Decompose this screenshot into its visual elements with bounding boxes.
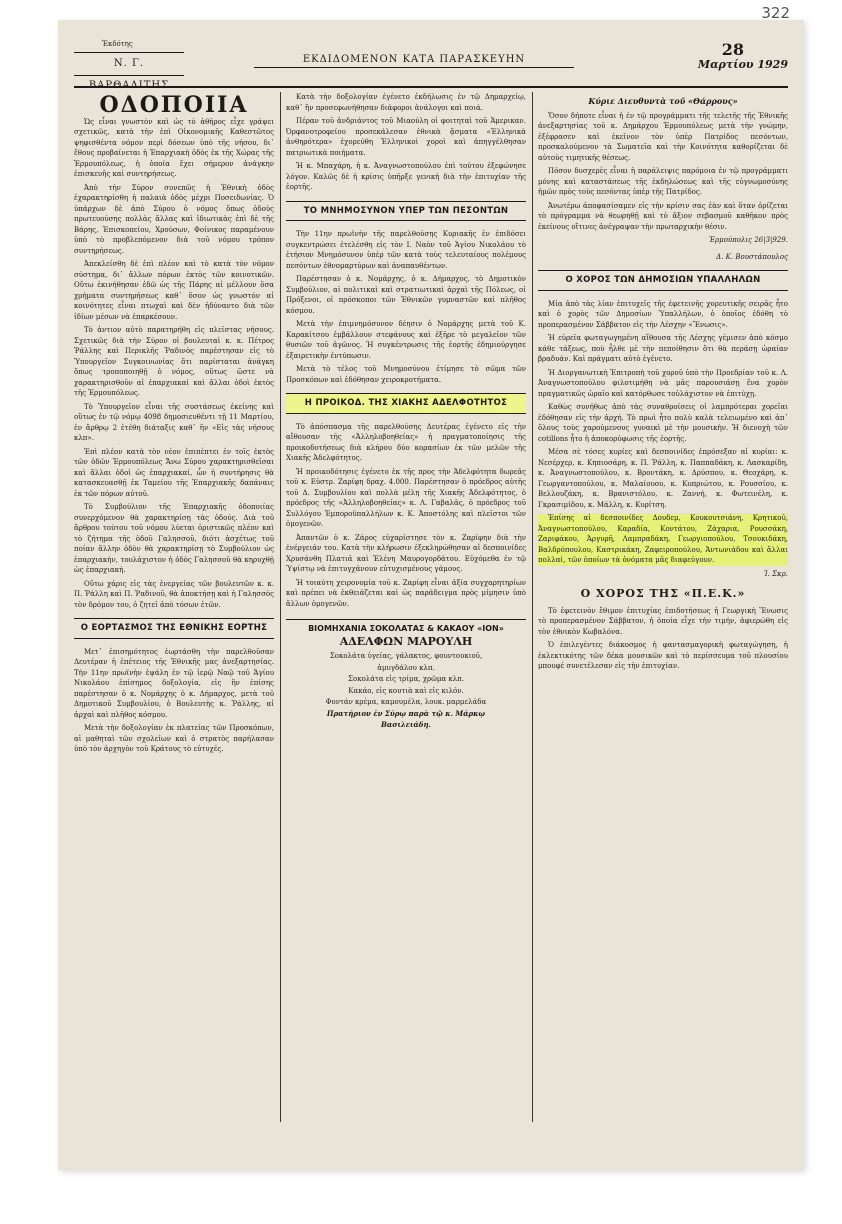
newspaper-page xyxy=(58,4,804,1170)
paragraph: Ἀπὸ τὴν Σύρον συνεπῶς ἡ Ἐθνικὴ ὁδὸς ἐχαρακτηρίσθη ἡ παλαιὰ ὁδὸς μέχρι Ποσειδωνίας. Ὁ ὑπάρχων δὲ ἀπὸ Σύρου ὁ νόμος ὅπως ὁδοὺς πρωτευούσης πολλὰς ἄλλας καὶ ἰδιωτικὰς ἐπὶ δὲ τῆς Βάρης, Ἐπισκοπείου, Χρούσων, Φοίνικος παραμένουν ὑπὸ τὸ προβλεπόμενον διὰ τοῦ νόμου τρόπον συντηρήσεως. xyxy=(74,183,274,255)
advertisement-line: Φοντάν κρέμα, καμουμέλα, λουκ. μαρμελάδα xyxy=(325,698,487,706)
paragraph: Τὸ ἀντιον αὐτὸ παρατηρήθη εἰς πλεῖστας νήσους. Σχετικῶς διὰ τὴν Σύρον οἱ βουλευταὶ κ. κ. Πέτρος Ῥάλλης καὶ Περικλῆς Ῥαδινὸς παρέστησαν εἰς τὸ Ὑπουργεῖον Συγκοινωνίας ὅτι παρίσταται ἀνάγκη ὅπως τροποποιηθῇ ὁ νόμος, οὕτως ὥστε νὰ χαρακτηρισθοῦν αἱ ἐπαρχιακαὶ καὶ ἄλλαι ὁδοὶ ἐκτὸς τῆς Ἑρμουπόλεως. xyxy=(74,326,274,397)
article-heading-national-holiday: Ο ΕΟΡΤΑΣΜΟΣ ΤΗΣ ΕΘΝΙΚΗΣ ΕΟΡΤΗΣ xyxy=(74,618,274,639)
paragraph: Μέσα σὲ τόσες κυρίες καὶ δεσποινίδες ἐπρόσεξαν αἱ κυρίαι: κ. Νεσέρχερ, κ. Κηπιοσάρη, κ. Π. Ῥάλλη, κ. Παππαδάκη, κ. Λασκαρίδη, κ. Ἀναγνωστοπούλου, κ. Βροντάκη, κ. Δρύσπου, κ. Θεοχάρη, κ. Γεωργαντοπούλου, κ. Μαλαίουου, κ. Κυπριώτου, κ. Ρουσσίου, κ. Βελλουζάκη, κ. Βρανιστόλου, κ. Ζαννή, κ. Φωτεινέλη, κ. Γκρασιμίδου, κ. Μάλλη, κ. Κυρίτση. xyxy=(538,448,788,509)
paragraph: Παρέστησαν ὁ κ. Νομάρχης, ὁ κ. Δήμαρχος, τὸ Δημοτικὸν Συμβούλιον, αἱ πολιτικαὶ καὶ στρατιωτικαὶ ἀρχαὶ τῆς Πόλεως, οἱ Πρόξενοι, οἱ πρόσκοποι τῶν Ἐθνικῶν γυμναστῶν καὶ πλῆθος κόσμου. xyxy=(286,275,526,315)
paragraph: Ἐπίσης αἱ δεσποινίδες Δουδεμ, Κουκουτσιάνη, Κρητικοῦ, Ἀναγνωστοπούλου, Καραδία, Κοντάτου, Ζάχαρια, Ρουσσάκη, Ζαριφάκου, Ἀργυρῆ, Λαμπραδάκη, Γεωργιοπούλου, Τσουκιδάκη, Βαλδρόπουλου, Καστρικάκη, Ζαφειροπούλου, Ἀντωνιάδου καὶ ἄλλαι πολλαί, τῶν ὁποίων τὰ ὀνόματα μᾶς διαφεύγουν. xyxy=(538,514,788,564)
column-divider xyxy=(280,92,281,1122)
publication-frequency: ΕΚΔΙΔΟΜΕΝΟΝ ΚΑΤΑ ΠΑΡΑΣΚΕΥΗΝ xyxy=(254,54,574,68)
letter-signature-place: Ἑρμούπολις 26|3|929. xyxy=(709,236,788,244)
advertisement-line: ἀμυγδάλου κλπ. xyxy=(377,663,435,672)
article-heading-memorial: ΤΟ ΜΝΗΜΟΣΥΝΟΝ ΥΠΕΡ ΤΩΝ ΠΕΣΟΝΤΩΝ xyxy=(286,201,526,222)
paragraph: Ἀπαντῶν ὁ κ. Ζάρος εὐχαρίστησε τὸν κ. Ζαρίφην διὰ τὴν ἐνέργειάν του. Κατὰ τὴν κλήρωσιν ἐξεκληρώθησαν αἱ δεσποινίδες Χρυσάνθη Πλατιᾶ καὶ Ἑλένη Μαυρογορδάτου. Εὐχόμεθα ἐν τῷ Ὑψίστῳ νὰ ἐπιτυγχάνουν εὐτυχισμένους γάμους. xyxy=(286,533,526,573)
letter-title: Κύριε Διευθυντὰ τοῦ «Θάρρους» xyxy=(588,96,738,106)
paragraph: Ὅσον δήποτε εἶναι ἡ ἐν τῷ προγράμματι τῆς τελετῆς τῆς Ἐθνικῆς ἀνεξαρτησίας τοῦ κ. Δημάρχου Ἑρμουπόλεως μετὰ τὴν γνώμην, ἐξέφρασεν καὶ ἐκεῖνον τὸν ὑπὲρ Πατρίδος πεσόντων, προσκαλούμενον τὰ Σωματεῖα καὶ τὴν Κοινότητα καθορίζεται δὲ αὐτοὺς τιμητικῆς θέσεως. xyxy=(538,111,788,162)
masthead xyxy=(74,40,788,91)
issue-day: 28 xyxy=(721,40,744,59)
issue-month-year: Μαρτίου 1929 xyxy=(697,58,788,71)
paragraph: Τὸ ἐφετεινὸν ἔθιμον ἐπιτυχίας ἐπιδοτήσεως ἡ Γεωργικὴ Ἕνωσις τὸ προπερασμένον Σάββατον, ἡ ὁποία εἶχε τὴν τιμήν, ἀφιερώθη εἰς τὸν ἐθνικὸν Κωβαλόνα. xyxy=(538,606,788,636)
paragraph: Ἡ κ. Μπαχάρη, ἡ κ. Ἀναγνωστοπούλου ἐπὶ τούτου ἐξεφώνησε λόγον. Καλῶς δὲ ἡ κρίσις ὑπῆρξε γενικὴ διὰ τὴν ἐπιτυχίαν τῆς ἑορτῆς. xyxy=(286,162,526,191)
column-divider xyxy=(532,92,533,1122)
paragraph: Μετὰ τὸ τέλος τοῦ Μνημοσύνου ἐτίμησε τὸ σῶμα τῶν Προσκόπων καὶ ἐδόθησαν χειροκροτήματα. xyxy=(286,365,526,384)
paragraph: Μετ᾽ ἐπισημότητος ἑωρτάσθη τὴν παρελθοῦσαν Δευτέραν ἡ ἐπέτειος τῆς Ἐθνικῆς μας ἀνεξαρτησίας. Τὴν 11ην πρωϊνὴν ἐψάλη ἐν τῷ ἱερῷ Ναῷ τοῦ Ἁγίου Νικολάου ἐπίσημος δοξολογία, εἰς ἣν ἐπίσης παρέστησαν ὁ κ. Νομάρχης ὁ κ. Δήμαρχος, μετὰ τοῦ Δημοτικοῦ Συμβουλίου, ὁ Βουλευτὴς κ. Ῥάλλης, αἱ ἀρχαὶ καὶ πλῆθος κόσμου. xyxy=(74,647,274,719)
advertisement-line: Κακάο, εἰς κουτιὰ καὶ εἰς κιλόν. xyxy=(348,686,464,695)
paragraph: Πέραν τοῦ ἀνδριάντος τοῦ Μιαούλη οἱ φοιτηταὶ τοῦ Ἀμερικαν. Ὀρφανοτροφείου προσεκάλεσαν ἐθνικὰ ᾄσματα «Ἑλληνικὰ ἀνθηρότερα» ἐχορεύθη Ἑλληνικοὶ χοροὶ καὶ ἀπηγγέλθησαν πατριωτικὰ ποιήματα. xyxy=(286,117,526,157)
advertisement-heading: ΒΙΟΜΗΧΑΝΙΑ ΣΟΚΟΛΑΤΑΣ & ΚΑΚΑΟΥ «ΙΟΝ» xyxy=(286,619,526,635)
masthead-rule xyxy=(74,86,788,88)
archive-number: 322 xyxy=(761,4,790,22)
article-heading-civil-servants-ball: Ο ΧΟΡΟΣ ΤΩΝ ΔΗΜΟΣΙΩΝ ΥΠΑΛΛΗΛΩΝ xyxy=(538,270,788,291)
paragraph: Τὸ ἀπόσπασμα τῆς παρελθούσης Δευτέρας ἐγένετο εἰς τὴν αἴθουσαν τῆς «Ἀλληλοβοηθείας» ἡ πραγματοποίησις τῆς προικοδοτήσεως διὰ κλήρου δύο κορασίων ἐκ τῶν μελῶν τῆς Χιακῆς Ἀδελφότητος. xyxy=(286,422,526,462)
paragraph: Κατὰ τὴν δοξολογίαν ἐγένετο ἐκδήλωσις ἐν τῷ Δημαρχείῳ, καθ᾽ ἣν προσεφωνήθησαν διάφοροι ἀνάλογοι καὶ ποιά. xyxy=(286,93,526,112)
advertisement-line: Σοκολάτα ὑγείας, γάλακτος, φουντουκιοῦ, xyxy=(329,652,483,660)
article-signature: Ἰ. Σκρ. xyxy=(764,569,788,578)
paragraph: Μετὰ τὴν δοξολογίαν ἐκ πλατείας τῶν Προσκόπων, αἱ μαθηταὶ τῶν σχολείων καὶ ὁ στρατὸς παρήλασαν ὑπὸ τὸν ἀρχηγὸν τοῦ Κράτους τὸ εὐτυχές. xyxy=(74,724,274,753)
paragraph: Ἡ προικοδότησις ἐγένετο ἐκ τῆς προς τὴν Ἀδελφότητα δωρεᾶς τοῦ κ. Εὐστρ. Ζαρίφη δραχ. 4.000. Παρέστησαν ὁ πρόεδρος αὐτῆς τοῦ Δ. Συμβουλίου καὶ πολλὰ μέλη τῆς Χιακῆς Ἀδελφότητος, ὁ πρόεδρος τῆς «Ἀλληλοβοηθείας» κ. Λ. Γαβαλᾶς, ὁ πρόεδρος τοῦ Συλλόγου Ἐμποροϋπαλλήλων κ. Κ. Ἀποστόλης καὶ πλεῖστοι τῶν ὁμογενῶν. xyxy=(286,467,526,528)
column-2 xyxy=(286,92,526,732)
letter-signature-name: Δ. Κ. Βουστάπουλος xyxy=(716,252,788,261)
paragraph: Ἀπεκλείσθη δὲ ἐπὶ πλέον καὶ τὸ κατὰ τὸν νόμον σύστημα, δι᾽ ἄλλων πόρων ἐκτὸς τῶν κοινοτικῶν. Οὕτω ἐκινήθησαν ἐδῶ ὡς τῆς Πάρης αἱ μέλλουν ὅσα χρήματα συντηρήσεως καθ᾽ ὅσον ὡς γνωστόν αἱ κοινότητες εἶναι πτωχαὶ καὶ δὲν ἠδύναντο διὰ τῶν ἰδίων μέσων νὰ ἐπαρκέσουν. xyxy=(74,260,274,321)
paragraph: Ἡ τοιαύτη χειρονομία τοῦ κ. Ζαρίφη εἶναι ἀξία συγχαρητηρίων καὶ πρέπει νὰ ἐκθειάζεται καὶ ὡς παράδειγμα πρὸς μίμησιν ὑπὸ ἄλλων ὁμογενῶν. xyxy=(286,578,526,608)
article-heading-dowry: Η ΠΡΟΙΚΟΔ. ΤΗΣ ΧΙΑΚΗΣ ΑΔΕΛΦΟΤΗΤΟΣ xyxy=(286,393,526,414)
advertisement-line: Σοκολάτα εἰς τρίμα, χρῶμα κλπ. xyxy=(348,675,464,683)
column-1 xyxy=(74,92,274,758)
column-3 xyxy=(538,92,788,675)
paragraph: Μετὰ τὴν ἐπιμνημόσυνον δέησιν ὁ Νομάρχης μετὰ τοῦ Κ. Καρακίτσου ἐμβάλλουν στεφάνους καὶ ἐξῆρε τὸ μεγαλεῖον τῶν θυσιῶν τοῦ ἀγῶνος. Ἡ συγκέντρωσις τῆς ἑορτῆς ἐδημιούργησε ἐξαιρετικὴν ἐντύπωσιν. xyxy=(286,320,526,360)
paragraph: Ὡς εἶναι γνωστὸν καὶ ὡς τὸ ἀθῆρος εἶχε γράψει σχετικῶς, κατὰ τὴν ἐπὶ Οἰκονομικῆς Καθεστῶτος ψηφισθέντα νόμον περὶ δόσεων ὑπὸ τῆς νήσου, δι᾽ ἔθους προβαίνεται ἡ Ἐπαρχιακὴ ὁδὸς ἐκ τῆς Χώρας τῆς Ἐρμουπόλεως, ἡ ὁποία ἔχει σήμερον ἀνάγκην ἐπισκευῆς καὶ συντηρήσεως. xyxy=(74,117,274,178)
paragraph: Οὕτω χάρις εἰς τὰς ἐνεργείας τῶν βουλευτῶν κ. κ. Π. Ῥάλλη καὶ Π. Ῥαδινοῦ, θὰ ἀποκτήσῃ καὶ ἡ Γαλησσὸς τὸν δρόμον του, ὁ ζητεῖ ἀπὸ τόσων ἐτῶν. xyxy=(74,579,274,609)
paragraph: Μία ἀπὸ τὰς λίαν ἐπιτυχεῖς τῆς ἐφετεινῆς χορευτικῆς σειρᾶς ἦτο καὶ ὁ χορὸς τῶν Δημοσίων Ὑπαλλήλων, ὁ ὁποῖος ἐδόθη τὸ προπερασμένον Σάββατον εἰς τὴν Λέσχην «Ἕνωσις». xyxy=(538,299,788,329)
paragraph: Ἀνωτέρω ἀποφασίσαμεν εἰς τὴν κρίσιν σας ἐὰν καὶ ὅταν ὁρίζεται τὸ πρόγραμμα νὰ θεωρηθῇ καὶ τὸ ἄξιον σεβασμοῦ καθῆκον πρὸς ἐκείνους οἵτινες ἀνέγραψαν τὴν πρωταρχικὴν θέσιν. xyxy=(538,201,788,231)
paragraph: Ἐπὶ πλέον κατὰ τὸν νέον ἐπιπέπτει ἐν τοῖς ἐκτὸς τῶν ὁδῶν Ἑρμουπόλεως Ἄνω Σύρου χαρακτηρισθεῖσαι καὶ ἄλλαι ὁδοὶ ὡς ἐπαρχιακαί, ὧν ἡ συντήρησις θὰ κατασκευασθῇ ἐκ Ταμείου τῆς Ἐπαρχιακῆς δαπάναις ἐκ τῶν πόρων αὐτοῦ. xyxy=(74,447,274,498)
advertisement-company: ΑΔΕΛΦΩΝ ΜΑΡΟΥΛΗ xyxy=(339,634,473,648)
article-title-odopoiia: ΟΔΟΠΟΙΙΑ xyxy=(99,92,249,118)
publisher-label: Ἐκδότης xyxy=(102,40,133,48)
paragraph: Τὴν 11ην πρωϊνὴν τῆς παρελθούσης Κυριακῆς ἐν ἐπιδόσει συγκεντρώσει ἐτελέσθη εἰς τὸν Ι. Ναὸν τοῦ Ἁγίου Νικολάου τὸ ἐτήσιον Μνημόσυνον ὑπὲρ τῶν κατὰ τοὺς τελευταίους πολέμους πεσόντων ἐθνομαρτύρων καὶ ἀναπαυθέντων. xyxy=(286,230,526,270)
article-heading-pek-ball: Ο ΧΟΡΟΣ ΤΗΣ «Π.Ε.Κ.» xyxy=(580,587,746,600)
publisher-name: Ν. Γ. ΒΑΡΘΑΛΙΤΗΣ xyxy=(74,52,184,76)
advertisement-line: Βασιλειάδη. xyxy=(381,720,431,729)
paragraph: Τὸ Ὑπουργεῖον εἶναι τῆς συστάσεως ἐκείνης καὶ οὕτως ἐν τῷ νόμῳ 4098 δημοσιευθέντι τῇ 11 Μαρτίου, ἐν ἄρθρῳ 2 ἐτέθη διάταξις καθ᾽ ἣν «Εἰς τὰς νήσους κλπ». xyxy=(74,402,274,442)
paragraph: Καθὼς συνήθως ἀπὸ τὰς συναθροίσεις οἱ λαμπρότεραι χορεῖαι ἐδόθησαν εἰς τὴν ἀρχή. Τὸ πρωὶ ἦτο πολὺ καλὰ τελειωμένο καὶ ἀπ᾽ ὅλους τοὺς χαρούμενους γυναικὶ μὲ τὴν μουσικὴν. Ἡ διενοχὴ τῶν cotillons ἦτο ἡ ἀποκορύφωσις τῆς ἑορτῆς. xyxy=(538,403,788,443)
paragraph: Ἡ Διοργανωτικὴ Ἐπιτροπὴ τοῦ χοροῦ ὑπὸ τὴν Προεδρίαν τοῦ κ. Λ. Ἀναγνωστοπούλου φιλοτιμήθη νὰ μᾶς παρουσιάσῃ ἕνα χορὸν πραγματικῶς ὡραῖο καὶ κατόρθωσε τοὐλάχιστον νὰ ἐπιτύχῃ. xyxy=(538,368,788,398)
paragraph: Ἡ εὐρεῖα φωταγωγημένη αἴθουσα τῆς Λέσχης γέμισεν ἀπὸ κόσμο κάθε τάξεως, ποὺ ἦλθε μὲ τὴν πεποίθησιν ὅτι θὰ περάσῃ ὡραίαν βραδυάν. Καὶ πράγματι αὐτὸ ἐγένετο. xyxy=(538,334,788,363)
paragraph: Τὸ Συμβούλιον τῆς Ἐπαρχιακῆς ὁδοποιίας συνερχόμενον θὰ χαρακτηρίσῃ τὰς ὁδούς. Διὰ τοῦ ἄρθρου τούτου τοῦ νόμου λύεται ὁριστικῶς πλέον καὶ τὸ ζήτημα τῆς ὁδοῦ Γαλησσοῦ, διότι ἀσχέτως τοῦ ποίαν ἄλλην ὁδὸν θὰ χαρακτηρίσῃ τὸ Συμβούλιον ὡς ἐπαρχιακήν, τουλάχιστον ἡ ὁδὸς Γαλησσοῦ θὰ κηρυχθῇ ὡς ἐπαρχιακή. xyxy=(74,503,274,574)
paragraph: Ὁ ἐπιλεγέντες διάκοσμος ἡ φαντασμαγορικὴ φωταγώγηση, ἡ ἐκλεκτικότης τῶν δέκα μουσικῶν καὶ τὸ περίσσευμα τοῦ πλουσίου μπουφέ συνετέλεσαν εἰς τὴν ἐπιτυχίαν. xyxy=(538,641,788,670)
paragraph: Πόσον δυσχερὲς εἶναι ἡ παράλειψις παρόμοια ἐν τῷ προγράμματι μόνης καὶ καταστάσεως τῆς ἐκδηλώσεως καὶ τῆς εὐγνωμοσύνης ἡμῶν πρὸς τοὺς πεσόντας ὑπὲρ τῆς Πατρίδος. xyxy=(538,167,788,196)
advertisement-line: Πρατήριον ἐν Σύρῳ παρὰ τῷ κ. Μάρκῳ xyxy=(326,708,486,718)
